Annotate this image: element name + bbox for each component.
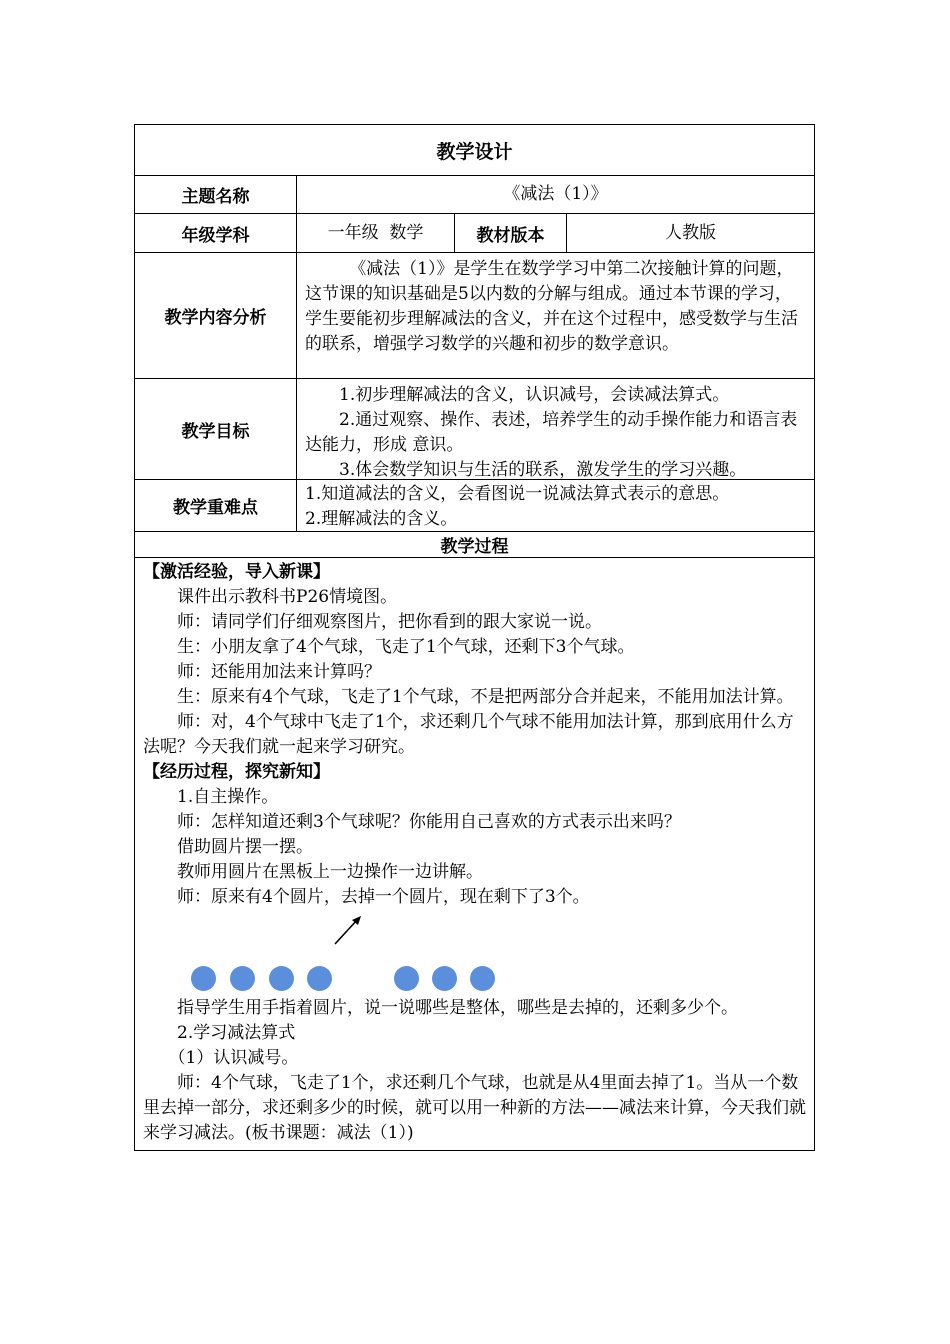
- goal-item: 2.通过观察、操作、表述，培养学生的动手操作能力和语言表达能力，形成 意识。: [305, 410, 798, 455]
- process-header-row: [135, 532, 814, 558]
- goals-row: [135, 379, 814, 480]
- key-point-item: 1.知道减法的含义，会看图说一说减法算式表示的意思。: [305, 484, 730, 504]
- process-line: 教师用圆片在黑板上一边操作一边讲解。: [177, 862, 483, 882]
- disc: [269, 966, 294, 991]
- process-line: 师：还能用加法来计算吗？: [177, 662, 381, 682]
- goals-content: [296, 379, 814, 479]
- key-points-content: [296, 480, 814, 531]
- key-points-label: 教学重难点: [173, 498, 258, 518]
- topic-label: 主题名称: [181, 187, 250, 207]
- disc: [470, 966, 495, 991]
- disc-removed: [307, 966, 332, 991]
- process-content: [135, 558, 814, 1150]
- analysis-label: 教学内容分析: [164, 308, 267, 328]
- grade-label: 年级学科: [181, 225, 250, 246]
- arrow-icon: [333, 914, 363, 946]
- section1-heading: 【激活经验，导入新课】: [143, 562, 330, 582]
- process-line: 师：怎样知道还剩3个气球呢？你能用自己喜欢的方式表示出来吗？: [177, 812, 681, 832]
- process-label: 教学过程: [440, 537, 509, 557]
- process-line: 师：原来有4个圆片，去掉一个圆片，现在剩下了3个。: [177, 887, 590, 907]
- goal-item: 1.初步理解减法的含义，认识减号，会读减法算式。: [339, 385, 730, 405]
- title-row: [135, 125, 814, 176]
- process-line: 2.学习减法算式: [177, 1023, 296, 1043]
- process-line: 师：对，4个气球中飞走了1个，求还剩几个气球不能用加法计算，那到底用什么方法呢？今天我们就一起来学习研究。: [143, 712, 794, 757]
- process-line: 师：请同学们仔细观察图片，把你看到的跟大家说一说。: [177, 612, 602, 632]
- analysis-row: [135, 253, 814, 379]
- process-line: 生：小朋友拿了4个气球，飞走了1个气球，还剩下3个气球。: [177, 637, 635, 657]
- disc-diagram: [143, 910, 806, 996]
- topic-row: [135, 176, 814, 214]
- key-points-row: [135, 480, 814, 532]
- process-content-row: [135, 558, 814, 1150]
- process-line: 师：4个气球，飞走了1个，求还剩几个气球，也就是从4里面去掉了1。当从一个数里去掉一部分，求还剩多少的时候，就可以用一种新的方法——减法来计算，今天我们就来学习减法。(板书课题：减法（1）): [143, 1073, 806, 1143]
- process-line: 生：原来有4个气球，飞走了1个气球，不是把两部分合并起来，不能用加法计算。: [177, 687, 794, 707]
- analysis-content: [296, 253, 814, 378]
- process-line: （1）认识减号。: [168, 1048, 299, 1068]
- goal-item: 3.体会数学知识与生活的联系，激发学生的学习兴趣。: [339, 460, 747, 480]
- goals-label: 教学目标: [181, 421, 250, 442]
- disc: [191, 966, 216, 991]
- lesson-plan-table: [134, 124, 815, 1151]
- grade-value: 一年级 数学: [296, 214, 454, 252]
- edition-label: 教材版本: [454, 214, 566, 252]
- process-line: 1.自主操作。: [177, 787, 279, 807]
- process-line: 借助圆片摆一摆。: [177, 837, 313, 857]
- edition-value: 人教版: [566, 214, 814, 252]
- document-title: 教学设计: [436, 140, 513, 163]
- topic-value: 《减法（1）》: [296, 176, 814, 213]
- key-point-item: 2.理解减法的含义。: [305, 509, 458, 529]
- disc: [432, 966, 457, 991]
- grade-row: [135, 214, 814, 253]
- disc: [394, 966, 419, 991]
- process-line: 课件出示教科书P26情境图。: [177, 587, 398, 607]
- disc: [230, 966, 255, 991]
- process-line: 指导学生用手指着圆片，说一说哪些是整体，哪些是去掉的，还剩多少个。: [177, 998, 738, 1018]
- analysis-text: 《减法（1）》是学生在数学学习中第二次接触计算的问题，这节课的知识基础是5以内数的分解与组成。通过本节课的学习，学生要能初步理解减法的含义，并在这个过程中，感受数学与生活的联系，增强学习数学的兴趣和初步的数学意识。: [305, 259, 798, 354]
- section2-heading: 【经历过程，探究新知】: [143, 762, 330, 782]
